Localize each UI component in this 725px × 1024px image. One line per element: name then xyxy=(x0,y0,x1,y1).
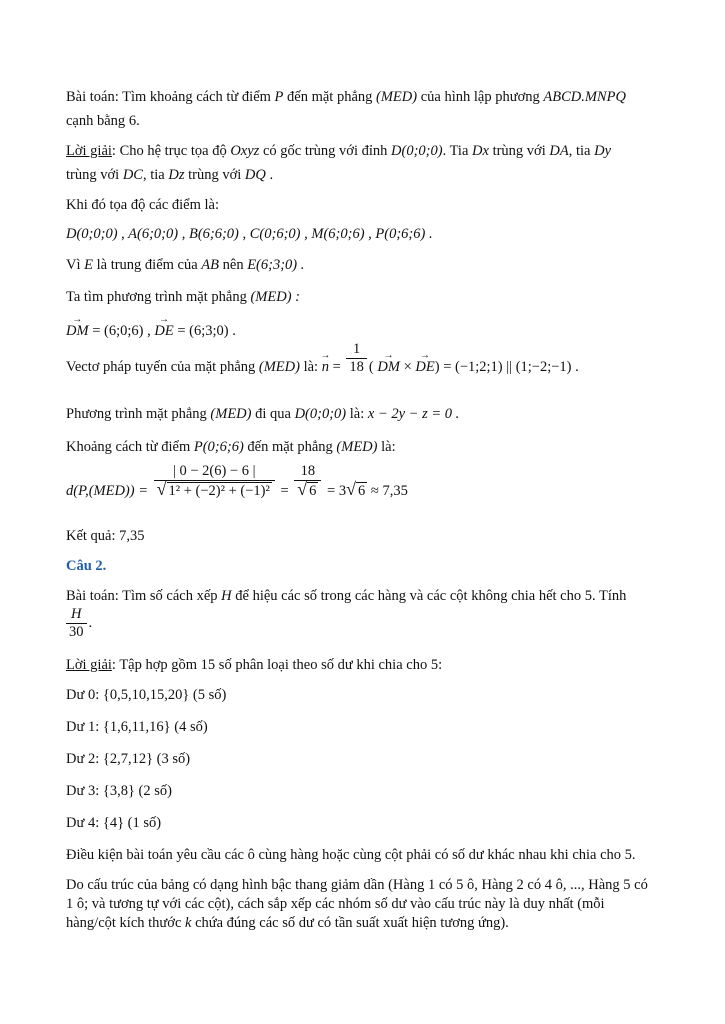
remainder-1-line xyxy=(66,718,208,736)
text: , tia xyxy=(142,167,165,183)
coordinates-line xyxy=(66,225,433,243)
question-heading: Câu 2. xyxy=(66,558,107,574)
text: Khoảng cách từ điểm xyxy=(66,439,191,455)
math: AB xyxy=(201,257,220,273)
fraction xyxy=(154,463,275,500)
structure-line-1: Do cấu trúc của bảng có dạng hình bậc thang giảm dần (Hàng 1 có 5 ô, Hàng 2 có 4 ô, ..., Hàng 5 có xyxy=(66,877,648,893)
text-line: Khi đó tọa độ các điểm là: xyxy=(66,197,220,213)
math: M(6;0;6) , xyxy=(311,226,372,242)
math: P(0;6;6) xyxy=(193,439,244,455)
math: DQ xyxy=(244,167,266,183)
math: DC xyxy=(122,167,143,183)
math: Oxyz xyxy=(230,143,260,159)
radicand: 1² + (−2)² + (−1)² xyxy=(168,483,270,500)
vector-n: → n xyxy=(322,358,329,376)
text: . xyxy=(269,167,274,183)
fraction xyxy=(66,606,87,641)
text: (4 số) xyxy=(174,719,208,735)
text: chứa đúng các số dư có tần suất xuất hiện tương ứng). xyxy=(195,915,509,931)
remainder-0-line xyxy=(66,686,226,704)
solution-label: Lời giải xyxy=(66,143,112,159)
math: (MED) xyxy=(258,359,300,375)
math: Dx xyxy=(472,143,489,159)
math: = 3 xyxy=(327,483,347,499)
vector-de: → DE xyxy=(415,358,434,376)
fraction xyxy=(294,463,321,500)
vector-dm: → DM xyxy=(377,358,400,376)
text: Phương trình mặt phẳng xyxy=(66,406,207,422)
text: . xyxy=(88,614,93,631)
text: (5 số) xyxy=(192,687,227,703)
fraction xyxy=(346,341,367,376)
text: trùng với xyxy=(66,167,120,183)
math-set: {0,5,10,15,20} xyxy=(102,687,190,703)
math: C(0;6;0) , xyxy=(249,226,308,242)
text: Dư 1: xyxy=(66,719,100,735)
text: . xyxy=(136,113,140,129)
math: H xyxy=(221,588,232,604)
remainder-2-line xyxy=(66,750,190,768)
math: (MED) xyxy=(336,439,378,455)
denominator: √ 6 xyxy=(297,479,317,500)
text: Dư 2: xyxy=(66,751,100,767)
math: A(6;0;0) , xyxy=(128,226,186,242)
text: là: xyxy=(381,439,396,455)
numerator: 18 xyxy=(294,463,321,481)
math-set: {2,7,12} xyxy=(102,751,154,767)
math: D(0;0;0) xyxy=(391,143,443,159)
math: = (6;3;0) . xyxy=(177,323,236,339)
text: (3 số) xyxy=(156,751,191,767)
remainder-4-line xyxy=(66,814,161,832)
text: trùng với xyxy=(188,167,242,183)
solution-2-line xyxy=(66,656,442,674)
text: Vectơ pháp tuyến của mặt phẳng xyxy=(66,359,256,375)
denominator: 18 xyxy=(349,359,364,376)
math: = (−1;2;1) || (1;−2;−1) . xyxy=(443,359,579,375)
vector-dm: → DM xyxy=(66,322,89,340)
problem-2-line-1 xyxy=(66,587,626,605)
solution-label: Lời giải xyxy=(66,657,112,673)
math: B(6;6;0) , xyxy=(188,226,247,242)
problem-2-line-2 xyxy=(66,606,92,641)
text-line xyxy=(66,288,300,306)
condition-line: Điều kiện bài toán yêu cầu các ô cùng hàng hoặc cùng cột phải có số dư khác nhau khi chia cho 5. xyxy=(66,847,636,863)
text: cạnh bằng xyxy=(66,113,126,129)
math: P(0;6;6) . xyxy=(375,226,433,242)
text: nên xyxy=(222,257,244,273)
text: trùng với xyxy=(492,143,546,159)
math: = xyxy=(332,359,341,375)
text: đến mặt phẳng xyxy=(247,439,333,455)
math: (MED) : xyxy=(250,289,300,305)
text: hàng/cột kích thước xyxy=(66,915,182,931)
text: của hình lập phương xyxy=(420,89,540,105)
text: (2 số) xyxy=(138,783,172,799)
numerator: 1 xyxy=(346,341,367,359)
text: Bài toán: Tìm số cách xếp xyxy=(66,588,218,604)
text: có gốc trùng với đỉnh xyxy=(262,143,388,159)
math: d(P,(MED)) = xyxy=(66,483,148,499)
text: Dư 0: xyxy=(66,687,100,703)
numerator: H xyxy=(66,606,87,624)
text: , tia xyxy=(568,143,591,159)
distance-formula: d(P,(MED)) = $\frac{| 0 - 2(6) - 6 |}{\text{√ 1² + (−2)² + (−1)²}}$ = $\frac{18}{√ 6}$ = 3√ 6 ≈ 7,35 xyxy=(66,463,408,500)
radicand: 6 xyxy=(309,483,317,500)
vector-de: → DE xyxy=(154,322,173,340)
result-line: Kết quả: 7,35 xyxy=(66,528,145,544)
math-set: {4} xyxy=(102,815,125,831)
text: Dư 3: xyxy=(66,783,100,799)
text: đến mặt phẳng xyxy=(287,89,373,105)
math: E xyxy=(84,257,93,273)
text: để hiệu các số trong các hàng và các cột không chia hết cho 5. Tính xyxy=(235,588,627,604)
math: (MED) xyxy=(210,406,252,422)
math: = xyxy=(280,483,289,499)
text: là trung điểm của xyxy=(96,257,198,273)
structure-line-3 xyxy=(66,914,509,932)
plane-equation-line xyxy=(66,405,459,423)
radicand: 6 xyxy=(358,483,366,499)
distance-intro-line xyxy=(66,438,396,456)
text: : Tập hợp gồm 15 số phân loại theo số dư khi chia cho 5: xyxy=(111,657,443,673)
math-number: 6 xyxy=(128,113,137,129)
math: DA xyxy=(549,143,569,159)
problem-statement-line-2 xyxy=(66,112,140,130)
structure-line-2: 1 ô; và tương tự với các cột), cách sắp xếp các nhóm số dư vào cấu trúc này là duy nhất (mỗi xyxy=(66,896,605,912)
math-point-p: P xyxy=(274,89,284,105)
math: k xyxy=(185,915,192,931)
math: = (6;0;6) , xyxy=(92,323,151,339)
math-cube: ABCD.MNPQ xyxy=(543,89,626,105)
text: Bài toán: Tìm khoảng cách từ điểm xyxy=(66,89,271,105)
text: . Tia xyxy=(442,143,469,159)
midpoint-line xyxy=(66,256,304,274)
math: D(0;0;0) xyxy=(294,406,347,422)
normal-vector-line: Vectơ pháp tuyến của mặt phẳng (MED) là: → n = $\frac{1}{18}$ ( → DM × → DE) = (−1;2;1) || (1;−2;−1) . xyxy=(66,358,579,376)
text: : Cho hệ trục tọa độ xyxy=(111,143,227,159)
text: là: xyxy=(349,406,365,422)
numerator: | 0 − 2(6) − 6 | xyxy=(154,463,275,481)
math: Dy xyxy=(594,143,612,159)
math-equation: x − 2y − z = 0 . xyxy=(367,406,460,422)
math: D(0;0;0) , xyxy=(66,226,125,242)
math-plane: (MED) xyxy=(376,89,418,105)
math: E(6;3;0) . xyxy=(247,257,305,273)
text: (1 số) xyxy=(127,815,162,831)
math: ≈ 7,35 xyxy=(370,483,408,499)
text: Ta tìm phương trình mặt phẳng xyxy=(66,289,247,305)
text: Vì xyxy=(66,257,81,273)
math: × xyxy=(403,359,412,375)
math-set: {3,8} xyxy=(102,783,135,799)
text: đi qua xyxy=(255,406,291,422)
remainder-3-line xyxy=(66,782,172,800)
denominator: 30 xyxy=(69,624,84,640)
text: là: xyxy=(303,359,319,375)
problem-statement-line-1 xyxy=(66,88,626,106)
denominator: √ 1² + (−2)² + (−1)² xyxy=(156,479,270,500)
solution-line-2 xyxy=(66,166,273,184)
math: Dz xyxy=(168,167,185,183)
text: Dư 4: xyxy=(66,815,100,831)
vectors-line xyxy=(66,322,236,340)
solution-line-1 xyxy=(66,142,611,160)
math-set: {1,6,11,16} xyxy=(102,719,171,735)
